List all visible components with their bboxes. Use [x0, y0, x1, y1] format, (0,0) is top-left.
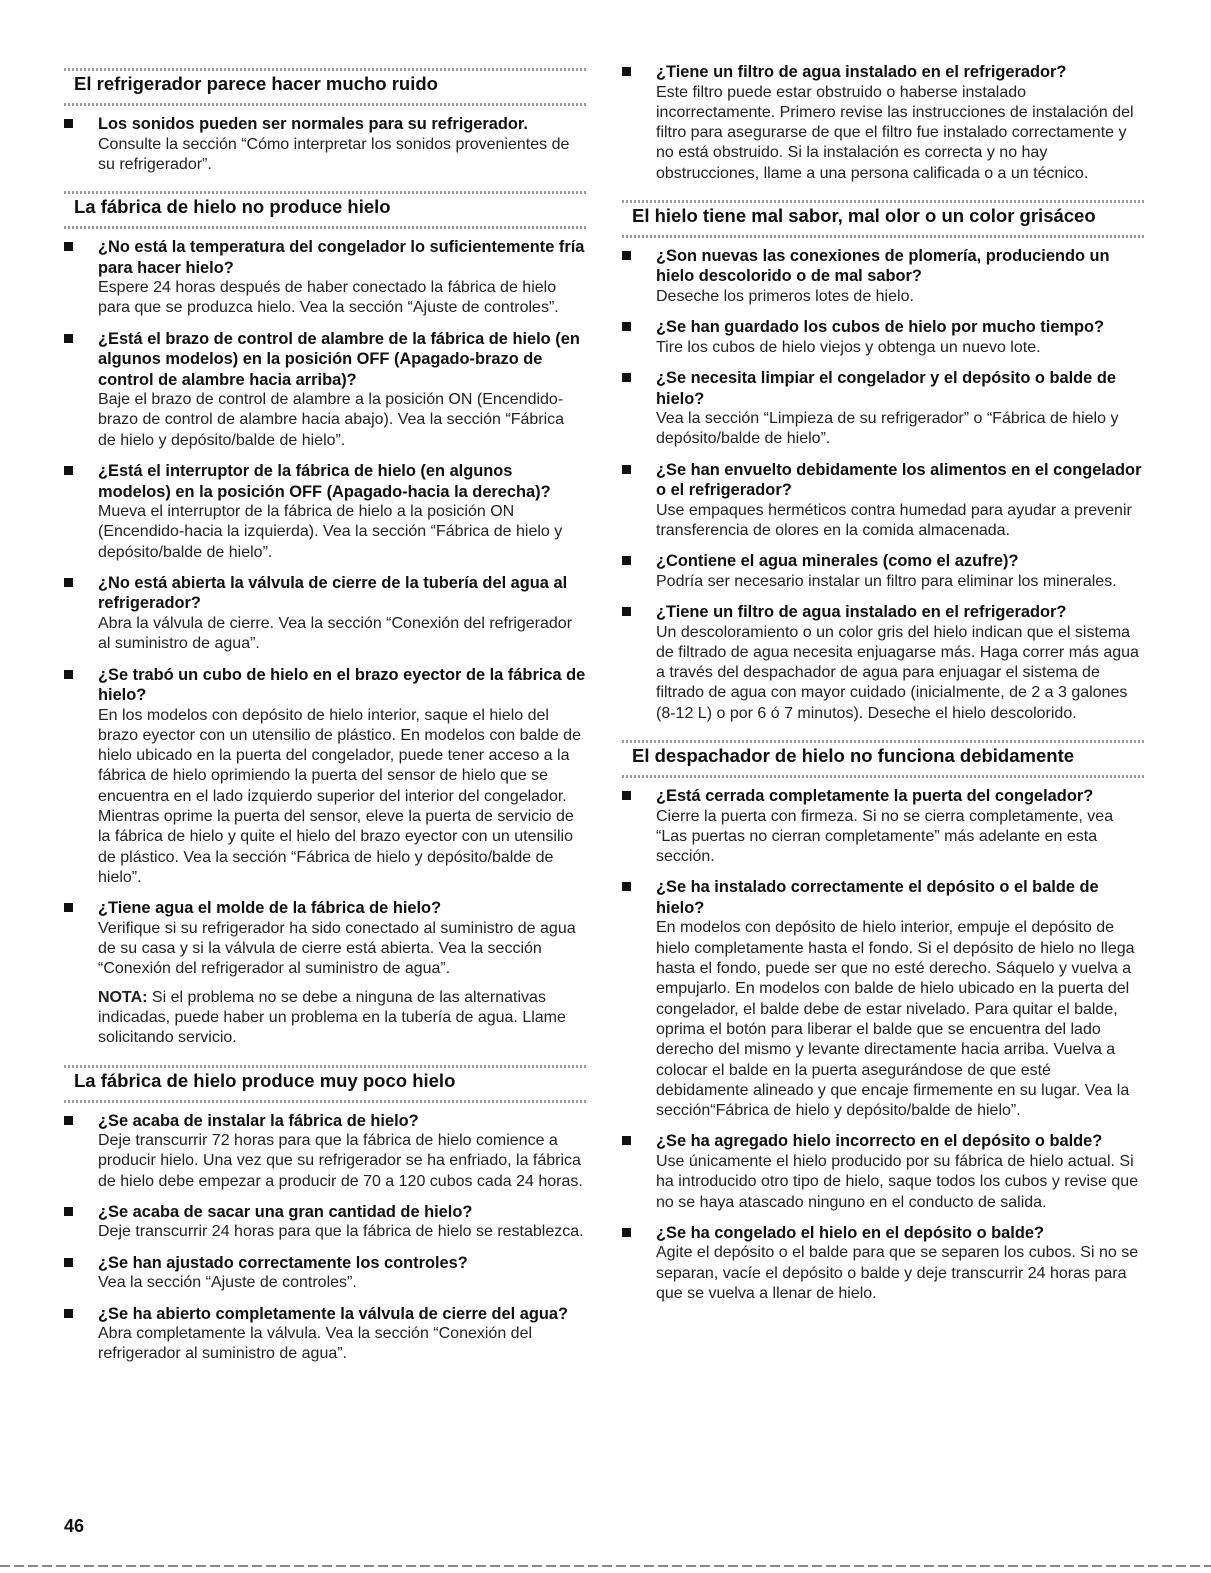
answer: Mueva el interruptor de la fábrica de hielo a la posición ON (Encendido-hacia la izquierda). Vea la sección “Fábrica de hielo y depósito/balde de hielo”. — [98, 503, 563, 561]
troubleshooting-item — [622, 1223, 1146, 1304]
question: ¿Se acaba de instalar la fábrica de hielo? — [98, 1111, 419, 1130]
square-bullet-icon — [622, 882, 631, 891]
answer: Este filtro puede estar obstruido o haberse instalado incorrectamente. Primero revise las instrucciones de instalación del filtro para asegurarse de que el filtro fue instalado correctamente y no está obstruido. Si la instalación es correcta y no hay obstrucciones, llame a una persona calificada o a un técnico. — [656, 83, 1134, 182]
section-title: La fábrica de hielo produce muy poco hielo — [74, 1069, 456, 1091]
answer: Cierre la puerta con firmeza. Si no se cierra completamente, vea “Las puertas no cierran completamente” más adelante en esta sección. — [656, 807, 1114, 866]
square-bullet-icon — [64, 1309, 73, 1318]
section-title: El despachador de hielo no funciona debidamente — [632, 745, 1075, 767]
question: ¿Se ha instalado correctamente el depósito o el balde de hielo? — [656, 878, 1099, 917]
troubleshooting-item — [64, 329, 586, 451]
answer: Abra la válvula de cierre. Vea la sección “Conexión del refrigerador al suministro de agua”. — [98, 614, 573, 653]
section — [64, 62, 586, 175]
troubleshooting-item — [622, 62, 1146, 184]
page-bottom-rule — [0, 1565, 1211, 1567]
page-number: 46 — [64, 1516, 85, 1536]
question: ¿Se ha agregado hielo incorrecto en el depósito o balde? — [656, 1132, 1103, 1151]
question: ¿Se han envuelto debidamente los alimentos en el congelador o el refrigerador? — [656, 460, 1142, 500]
section-title: El refrigerador parece hacer mucho ruido — [74, 73, 438, 94]
answer: Vea la sección “Ajuste de controles”. — [98, 1274, 357, 1292]
troubleshooting-item — [622, 602, 1146, 724]
section-title: El hielo tiene mal sabor, mal olor o un color grisáceo — [632, 204, 1096, 226]
troubleshooting-item — [64, 1111, 586, 1192]
troubleshooting-item — [64, 1304, 586, 1365]
square-bullet-icon — [64, 1258, 73, 1267]
item-list — [622, 246, 1146, 724]
answer: Vea la sección “Limpieza de su refrigerador” o “Fábrica de hielo y depósito/balde de hielo”. — [656, 410, 1119, 448]
troubleshooting-item — [64, 573, 586, 655]
troubleshooting-item — [622, 877, 1146, 1121]
square-bullet-icon — [64, 242, 73, 251]
troubleshooting-item — [64, 1253, 586, 1294]
troubleshooting-item — [622, 551, 1146, 592]
question: Los sonidos pueden ser normales para su refrigerador. — [98, 115, 528, 133]
square-bullet-icon — [64, 903, 73, 912]
item-list — [64, 114, 586, 175]
answer: Tire los cubos de hielo viejos y obtenga un nuevo lote. — [656, 338, 1041, 356]
square-bullet-icon — [64, 670, 73, 679]
question: ¿No está la temperatura del congelador lo suficientemente fría para hacer hielo? — [98, 238, 585, 277]
question: ¿Se han guardado los cubos de hielo por mucho tiempo? — [656, 318, 1105, 337]
troubleshooting-item — [622, 317, 1146, 358]
item-list — [64, 1111, 586, 1365]
square-bullet-icon — [64, 119, 73, 128]
answer: Use únicamente el hielo producido por su fábrica de hielo actual. Si ha introducido otro tipo de hielo, saque todos los cubos y revise que no se haya atascado ninguno en el conducto de salida. — [656, 1152, 1139, 1211]
square-bullet-icon — [622, 373, 631, 382]
square-bullet-icon — [64, 578, 73, 587]
answer: Espere 24 horas después de haber conectado la fábrica de hielo para que se produzca hielo. Vea la sección “Ajuste de controles”. — [98, 279, 559, 317]
answer: Verifique si su refrigerador ha sido conectado al suministro de agua de su casa y si la válvula de cierre está abierta. Vea la sección “Conexión del refrigerador al suministro de agua”. — [98, 919, 576, 978]
troubleshooting-item — [622, 368, 1146, 450]
question: ¿Contiene el agua minerales (como el azufre)? — [656, 552, 1019, 571]
answer: Baje el brazo de control de alambre a la posición ON (Encendido-brazo de control de alambre hacia abajo). Vea la sección “Fábrica de hielo y depósito/balde de hielo”. — [98, 391, 565, 449]
question: ¿Son nuevas las conexiones de plomería, produciendo un hielo descolorido o de mal sabor? — [656, 246, 1110, 286]
note-label: NOTA: — [98, 988, 148, 1006]
troubleshooting-item — [64, 237, 586, 319]
question: ¿Tiene un filtro de agua instalado en el refrigerador? — [656, 603, 1067, 622]
square-bullet-icon — [64, 334, 73, 343]
section — [64, 1059, 586, 1365]
troubleshooting-item — [622, 246, 1146, 307]
answer: Consulte la sección “Cómo interpretar los sonidos provenientes de su refrigerador”. — [98, 135, 570, 173]
answer: Agite el depósito o el balde para que se separen los cubos. Si no se separan, vacíe el depósito o balde y deje transcurrir 24 horas para que se vuelva a llenar de hielo. — [656, 1244, 1139, 1302]
question: ¿Se ha abierto completamente la válvula de cierre del agua? — [98, 1304, 569, 1323]
square-bullet-icon — [622, 322, 631, 331]
troubleshooting-item — [64, 461, 586, 563]
section-heading — [622, 194, 1146, 238]
troubleshooting-item — [622, 460, 1146, 542]
square-bullet-icon — [64, 1207, 73, 1216]
question: ¿Tiene agua el molde de la fábrica de hielo? — [98, 899, 442, 918]
answer: En los modelos con depósito de hielo interior, saque el hielo del brazo eyector con un utensilio de plástico. En modelos con balde de hielo ubicado en la puerta del congelador, puede tener acceso a la fábrica de hielo oprimiendo la puerta del sensor de hielo que se encuentra en el lado izquierdo superior del interior del congelador. Mientras oprime la puerta del sensor, eleve la puerta de servicio de la fábrica de hielo y quite el hielo del brazo eyector con un utensilio de plástico. Vea la sección “Fábrica de hielo y depósito/balde de hielo”. — [98, 706, 581, 886]
section-heading — [622, 734, 1146, 778]
right-column — [622, 62, 1146, 1314]
section-title: La fábrica de hielo no produce hielo — [74, 196, 391, 218]
answer: Podría ser necesario instalar un filtro para eliminar los minerales. — [656, 572, 1117, 590]
square-bullet-icon — [622, 251, 631, 260]
question: ¿Se necesita limpiar el congelador y el depósito o balde de hielo? — [656, 369, 1116, 408]
answer: Un descoloramiento o un color gris del hielo indican que el sistema de filtrado de agua necesita enjuagarse más. Haga correr más agua a través del despachador de agua para enjuagar el sistema de filtrado de agua con mayor cuidado (inicialmente, de 2 a 3 galones (8-12 L) o por 6 ó 7 minutos). Deseche el hielo descolorido. — [656, 623, 1139, 722]
troubleshooting-item — [64, 1202, 586, 1243]
troubleshooting-item — [64, 114, 586, 175]
question: ¿Se ha congelado el hielo en el depósito o balde? — [656, 1223, 1044, 1242]
square-bullet-icon — [622, 607, 631, 616]
square-bullet-icon — [622, 67, 631, 76]
item-list — [64, 237, 586, 1048]
section — [622, 194, 1146, 724]
question: ¿No está abierta la válvula de cierre de la tubería del agua al refrigerador? — [98, 573, 568, 613]
question: ¿Está el interruptor de la fábrica de hielo (en algunos modelos) en la posición OFF (Apagado-hacia la derecha)? — [98, 462, 551, 501]
answer: Deseche los primeros lotes de hielo. — [656, 287, 914, 305]
troubleshooting-item — [64, 898, 586, 1048]
question: ¿Está el brazo de control de alambre de la fábrica de hielo (en algunos modelos) en la posición OFF (Apagado-brazo de control de alambre hacia arriba)? — [98, 329, 580, 389]
question: ¿Se trabó un cubo de hielo en el brazo eyector de la fábrica de hielo? — [98, 665, 586, 705]
section-heading — [64, 185, 586, 229]
troubleshooting-item — [622, 1131, 1146, 1212]
answer: En modelos con depósito de hielo interior, empuje el depósito de hielo completamente hasta el fondo. Si el depósito de hielo no llega hasta el fondo, puede ser que no esté derecho. Sáquelo y vuelva a empujarlo. En modelos con balde de hielo ubicado en la puerta del congelador, el balde debe de estar nivelado. Para quitar el balde, oprima el botón para liberar el balde que se encuentra del lado derecho del mismo y levante directamente hacia arriba. Vuelva a colocar el balde en la puerta asegurándose de que esté debidamente alineado y que encaje firmemente en su lugar. Vea la sección“Fábrica de hielo y depósito/balde de hielo”. — [656, 919, 1135, 1120]
square-bullet-icon — [622, 1228, 631, 1237]
section — [622, 734, 1146, 1304]
section-heading — [64, 62, 586, 106]
answer: Deje transcurrir 72 horas para que la fábrica de hielo comience a producir hielo. Una vez que su refrigerador se ha enfriado, la fábrica de hielo debe empezar a producir de 70 a 120 cubos cada 24 horas. — [98, 1132, 583, 1190]
answer: Use empaques herméticos contra humedad para ayudar a prevenir transferencia de olores en la comida almacenada. — [656, 501, 1132, 539]
square-bullet-icon — [64, 466, 73, 475]
square-bullet-icon — [622, 556, 631, 565]
item-list — [622, 62, 1146, 184]
section — [64, 185, 586, 1048]
question: ¿Está cerrada completamente la puerta del congelador? — [656, 787, 1094, 806]
section-heading — [64, 1059, 586, 1103]
answer: Deje transcurrir 24 horas para que la fábrica de hielo se restablezca. — [98, 1223, 584, 1241]
question: ¿Se han ajustado correctamente los controles? — [98, 1253, 468, 1272]
square-bullet-icon — [622, 465, 631, 474]
note-text: Si el problema no se debe a ninguna de las alternativas indicadas, puede haber un problema en la tubería de agua. Llame solicitando servicio. — [98, 988, 566, 1047]
note — [98, 988, 586, 1049]
question: ¿Tiene un filtro de agua instalado en el refrigerador? — [656, 63, 1067, 81]
left-column — [64, 62, 586, 1375]
square-bullet-icon — [622, 791, 631, 800]
troubleshooting-item — [64, 665, 586, 889]
answer: Abra completamente la válvula. Vea la sección “Conexión del refrigerador al suministro de agua”. — [98, 1325, 533, 1363]
troubleshooting-item — [622, 786, 1146, 867]
question: ¿Se acaba de sacar una gran cantidad de hielo? — [98, 1202, 473, 1221]
square-bullet-icon — [64, 1116, 73, 1125]
item-list — [622, 786, 1146, 1304]
square-bullet-icon — [622, 1136, 631, 1145]
